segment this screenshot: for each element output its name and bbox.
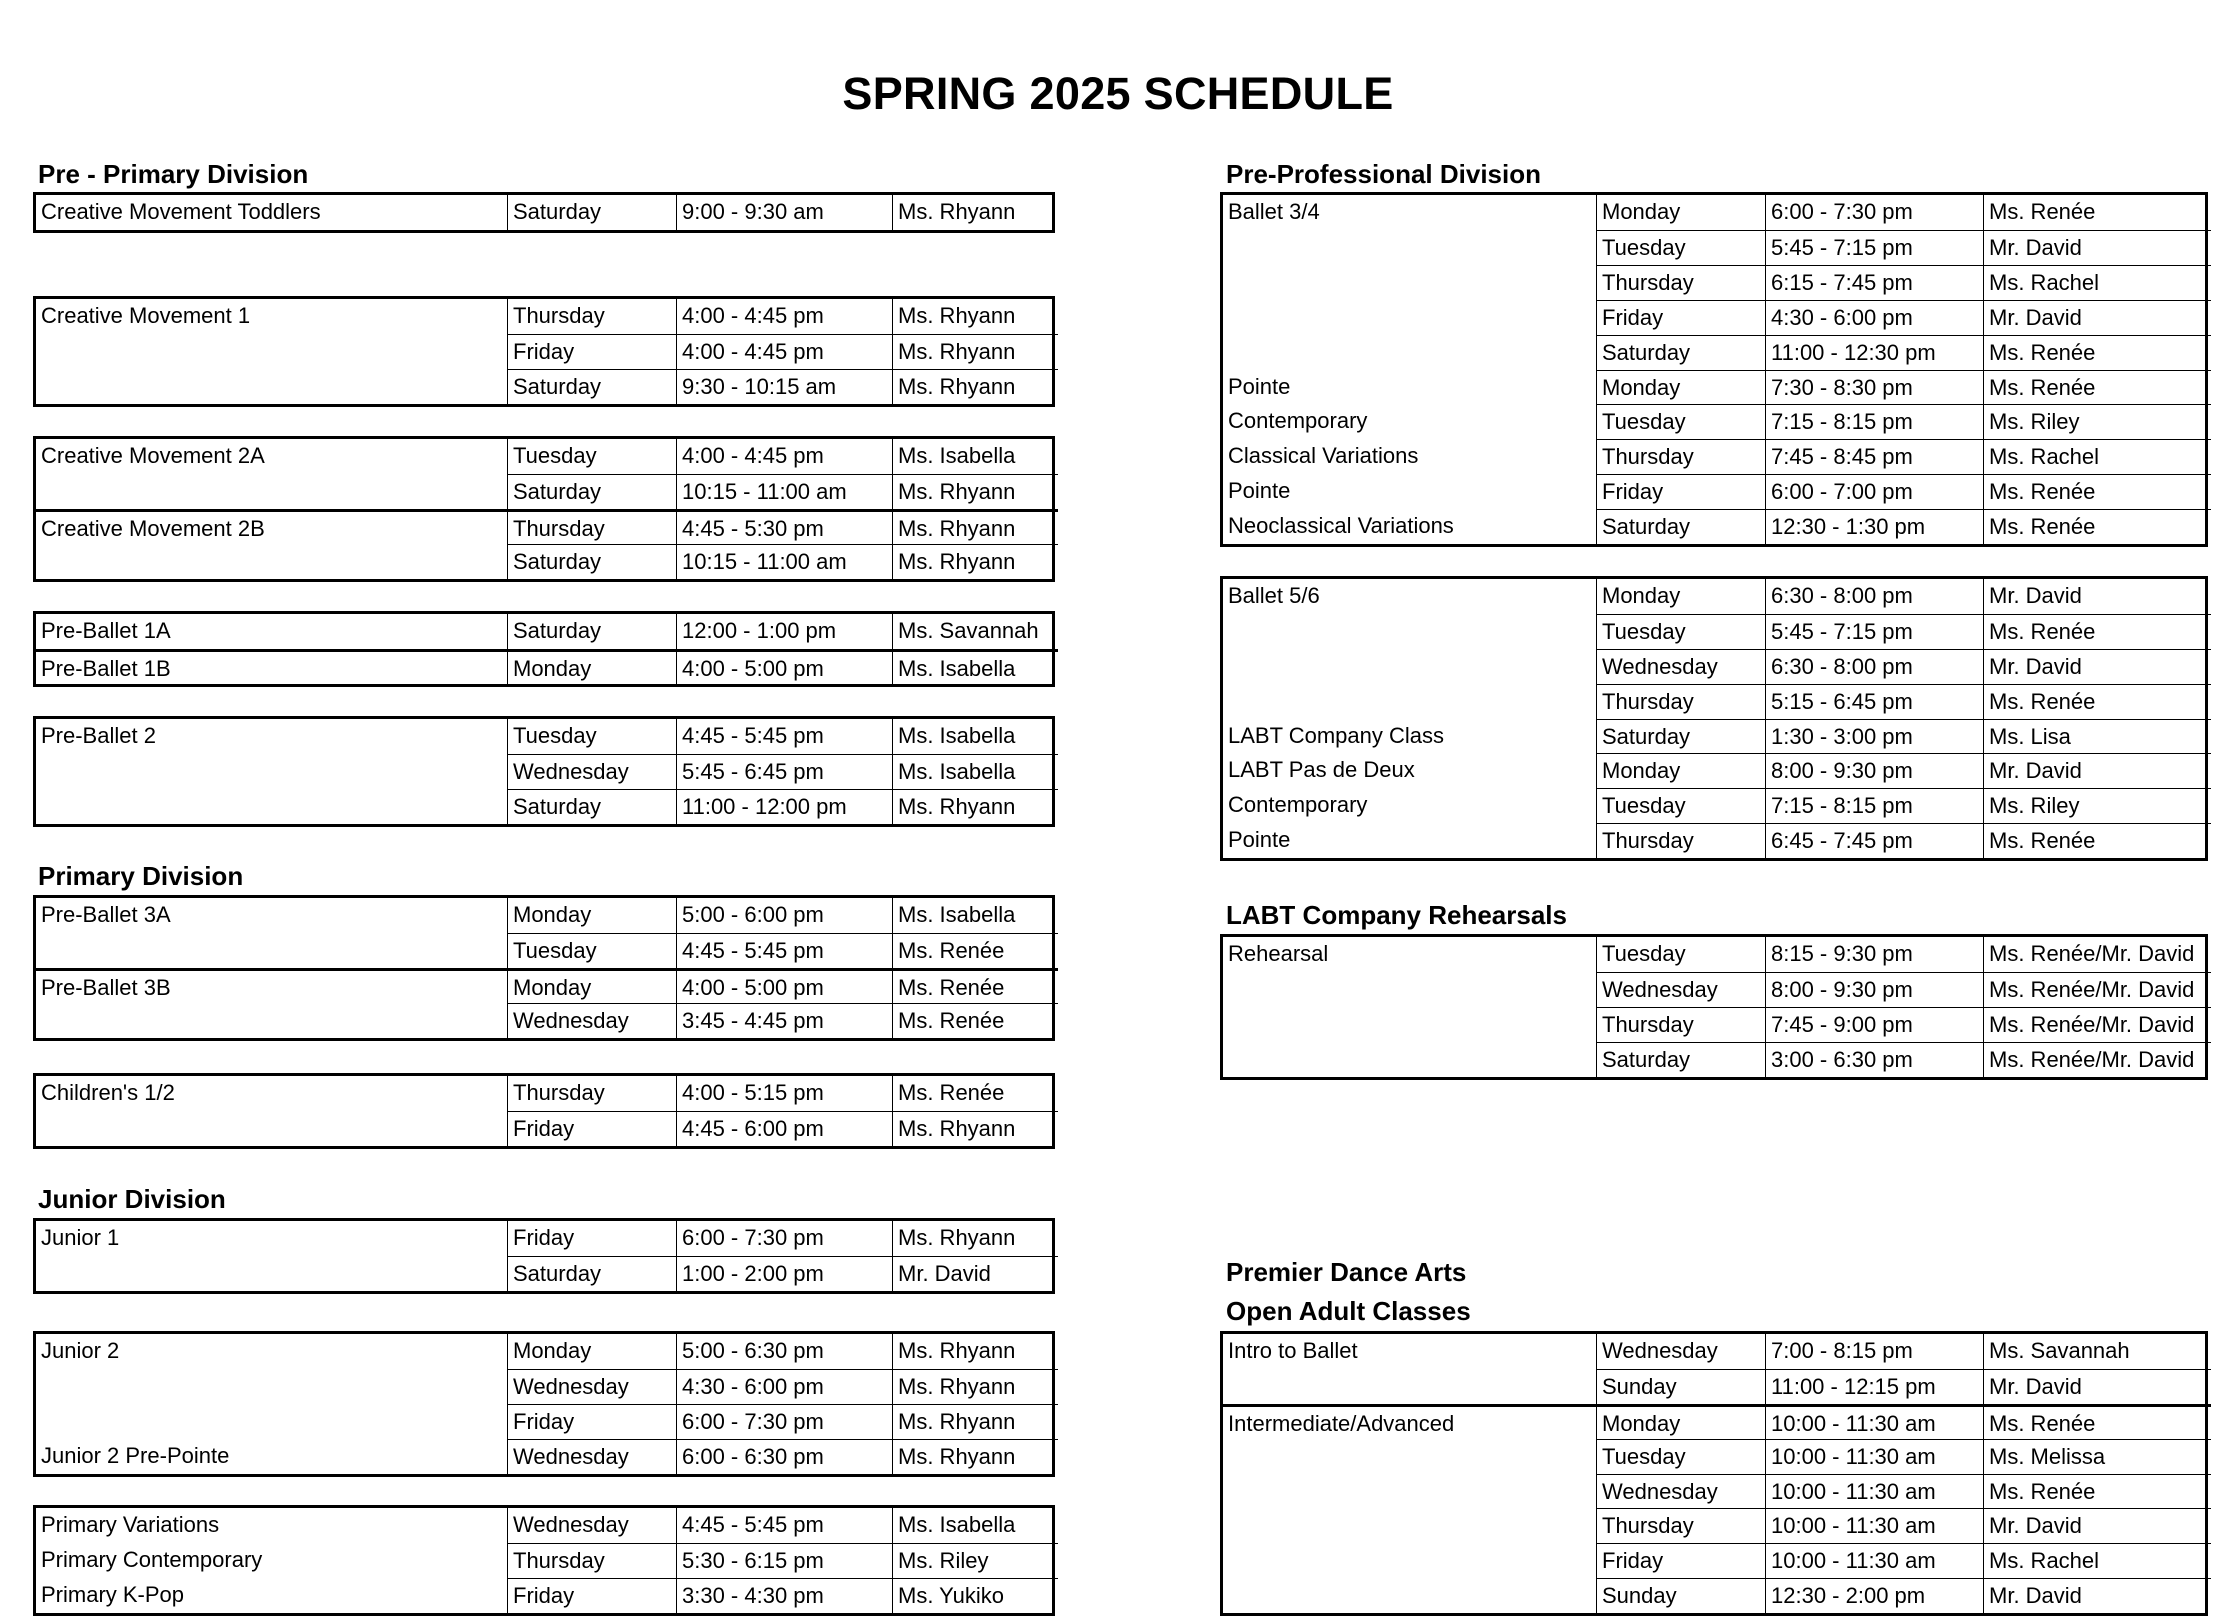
class-day: Wednesday xyxy=(508,1003,676,1038)
class-name: Pointe xyxy=(1223,823,1597,858)
class-teacher: Mr. David xyxy=(1983,753,2211,788)
class-time: 5:45 - 7:15 pm xyxy=(1765,230,1983,265)
class-name: Classical Variations xyxy=(1223,439,1597,474)
class-teacher: Ms. Renée xyxy=(1983,195,2211,230)
class-name: Creative Movement 2A xyxy=(36,439,508,474)
class-day: Monday xyxy=(1597,1404,1765,1439)
class-teacher: Ms. Isabella xyxy=(892,898,1058,933)
class-time: 5:15 - 6:45 pm xyxy=(1765,684,1983,719)
schedule-table xyxy=(33,1073,1055,1149)
class-teacher: Ms. Renée xyxy=(1983,1474,2211,1509)
class-name xyxy=(1223,1042,1597,1077)
class-time: 1:30 - 3:00 pm xyxy=(1765,719,1983,754)
class-name: LABT Company Class xyxy=(1223,719,1597,754)
class-time: 7:15 - 8:15 pm xyxy=(1765,788,1983,823)
class-day: Wednesday xyxy=(1597,972,1765,1007)
class-name xyxy=(36,1256,508,1291)
class-time: 9:00 - 9:30 am xyxy=(676,195,892,230)
class-time: 4:00 - 5:00 pm xyxy=(676,968,892,1003)
class-day: Wednesday xyxy=(1602,1338,1718,1363)
class-time: 10:15 - 11:00 am xyxy=(676,544,892,579)
class-day: Friday xyxy=(508,1111,676,1146)
schedule-table xyxy=(33,1331,1055,1477)
class-name xyxy=(1223,1474,1597,1509)
class-day: Tuesday xyxy=(1597,788,1765,823)
class-day: Thursday xyxy=(1597,265,1765,300)
class-name: Pre-Ballet 3A xyxy=(36,898,508,933)
class-time: 10:15 - 11:00 am xyxy=(676,474,892,509)
class-name xyxy=(1223,265,1597,300)
class-day: Sunday xyxy=(1597,1369,1765,1404)
class-time: 4:45 - 5:45 pm xyxy=(676,933,892,968)
schedule-table xyxy=(33,436,1055,582)
schedule-table xyxy=(33,1505,1055,1616)
class-name: Pre-Ballet 2 xyxy=(36,719,508,754)
class-time: 4:45 - 5:45 pm xyxy=(676,719,892,754)
class-time: 11:00 - 12:30 pm xyxy=(1765,335,1983,370)
class-teacher: Ms. Rhyann xyxy=(892,195,1058,230)
class-teacher: Mr. David xyxy=(1983,1508,2211,1543)
class-teacher: Ms. Renée/Mr. David xyxy=(1983,972,2211,1007)
class-teacher: Ms. Riley xyxy=(1983,788,2211,823)
class-name xyxy=(36,754,508,789)
class-time: 12:30 - 1:30 pm xyxy=(1765,509,1983,544)
class-name: Creative Movement Toddlers xyxy=(36,195,508,230)
class-teacher: Ms. Rhyann xyxy=(892,1369,1058,1404)
schedule-table xyxy=(33,296,1055,407)
class-teacher: Ms. Renée xyxy=(1983,823,2211,858)
class-name: Contemporary xyxy=(1223,404,1597,439)
class-time: 6:30 - 8:00 pm xyxy=(1765,579,1983,614)
class-day: Wednesday xyxy=(1597,1474,1765,1509)
class-teacher: Mr. David xyxy=(1983,1369,2211,1404)
class-day: Sunday xyxy=(1597,1578,1765,1613)
class-teacher: Ms. Renée/Mr. David xyxy=(1983,1042,2211,1077)
class-time: 6:00 - 7:00 pm xyxy=(1765,474,1983,509)
class-day: Tuesday xyxy=(1602,941,1686,966)
class-teacher: Ms. Lisa xyxy=(1983,719,2211,754)
class-name: Junior 2 xyxy=(36,1334,508,1369)
class-name xyxy=(1223,1369,1597,1404)
class-name: Pre-Ballet 3B xyxy=(36,968,508,1003)
class-name xyxy=(36,789,508,824)
class-teacher: Ms. Renée/Mr. David xyxy=(1983,1007,2211,1042)
class-teacher: Ms. Rhyann xyxy=(892,1221,1058,1256)
class-time: 6:45 - 7:45 pm xyxy=(1765,823,1983,858)
class-time: 5:00 - 6:30 pm xyxy=(676,1334,892,1369)
class-teacher: Ms. Rhyann xyxy=(892,509,1058,544)
class-name xyxy=(1223,1007,1597,1042)
class-teacher: Mr. David xyxy=(1983,300,2211,335)
schedule-table xyxy=(1220,1331,2208,1616)
class-teacher: Ms. Savannah xyxy=(892,614,1058,649)
class-day: Saturday xyxy=(513,618,602,643)
class-teacher: Ms. Rhyann xyxy=(892,299,1058,334)
class-name xyxy=(1223,1578,1597,1613)
section-heading-primary: Primary Division xyxy=(38,861,244,891)
section-heading-premier-heading: Premier Dance Arts xyxy=(1226,1257,1467,1287)
class-day: Saturday xyxy=(508,474,676,509)
class-day: Friday xyxy=(1597,1543,1765,1578)
class-time: 10:00 - 11:30 am xyxy=(1765,1474,1983,1509)
class-day: Tuesday xyxy=(1597,230,1765,265)
class-time: 4:00 - 5:15 pm xyxy=(676,1076,892,1111)
schedule-table xyxy=(33,895,1055,1041)
class-name: Junior 1 xyxy=(36,1221,508,1256)
schedule-table xyxy=(33,716,1055,827)
class-teacher: Mr. David xyxy=(1983,1578,2211,1613)
class-day: Saturday xyxy=(513,199,602,224)
class-day: Thursday xyxy=(1597,1508,1765,1543)
class-teacher: Ms. Isabella xyxy=(892,719,1058,754)
class-day: Thursday xyxy=(513,303,605,328)
class-name: Pre-Ballet 1B xyxy=(36,649,508,684)
schedule-table xyxy=(33,611,1055,687)
class-teacher: Ms. Isabella xyxy=(892,1508,1058,1543)
class-time: 4:00 - 5:00 pm xyxy=(676,649,892,684)
class-day: Monday xyxy=(508,649,676,684)
class-teacher: Ms. Renée xyxy=(892,1076,1058,1111)
class-teacher: Ms. Rachel xyxy=(1983,439,2211,474)
class-time: 12:00 - 1:00 pm xyxy=(676,614,892,649)
class-time: 7:15 - 8:15 pm xyxy=(1765,404,1983,439)
class-teacher: Mr. David xyxy=(1983,649,2211,684)
class-time: 7:45 - 9:00 pm xyxy=(1765,1007,1983,1042)
class-day: Monday xyxy=(1602,583,1681,608)
class-time: 10:00 - 11:30 am xyxy=(1765,1543,1983,1578)
class-name: Rehearsal xyxy=(1223,937,1597,972)
class-time: 10:00 - 11:30 am xyxy=(1765,1404,1983,1439)
class-time: 10:00 - 11:30 am xyxy=(1765,1508,1983,1543)
class-time: 12:30 - 2:00 pm xyxy=(1765,1578,1983,1613)
schedule-table xyxy=(33,1218,1055,1294)
class-teacher: Ms. Rachel xyxy=(1983,265,2211,300)
class-day: Wednesday xyxy=(1597,649,1765,684)
class-name: Pre-Ballet 1A xyxy=(36,614,508,649)
class-time: 4:45 - 5:45 pm xyxy=(676,1508,892,1543)
class-time: 6:00 - 6:30 pm xyxy=(676,1439,892,1474)
class-name: Pointe xyxy=(1223,370,1597,405)
class-name: Primary Contemporary xyxy=(36,1543,508,1578)
class-name xyxy=(1223,300,1597,335)
class-time: 10:00 - 11:30 am xyxy=(1765,1439,1983,1474)
class-teacher: Ms. Rhyann xyxy=(892,544,1058,579)
class-name xyxy=(1223,614,1597,649)
class-time: 4:45 - 5:30 pm xyxy=(676,509,892,544)
class-day: Friday xyxy=(513,1225,575,1250)
class-teacher: Ms. Renée xyxy=(1983,370,2211,405)
class-time: 5:00 - 6:00 pm xyxy=(676,898,892,933)
class-day: Friday xyxy=(1597,300,1765,335)
class-time: 5:45 - 6:45 pm xyxy=(676,754,892,789)
class-time: 6:15 - 7:45 pm xyxy=(1765,265,1983,300)
section-heading-pre-professional: Pre-Professional Division xyxy=(1226,159,1541,189)
class-day: Tuesday xyxy=(1597,614,1765,649)
class-day: Thursday xyxy=(1597,439,1765,474)
class-teacher: Ms. Isabella xyxy=(892,649,1058,684)
class-time: 8:00 - 9:30 pm xyxy=(1765,972,1983,1007)
class-day: Saturday xyxy=(1597,335,1765,370)
class-name xyxy=(1223,230,1597,265)
class-teacher: Ms. Melissa xyxy=(1983,1439,2211,1474)
class-name: Primary Variations xyxy=(36,1508,508,1543)
class-name xyxy=(1223,649,1597,684)
class-name xyxy=(36,1369,508,1404)
class-time: 6:00 - 7:30 pm xyxy=(1765,195,1983,230)
class-day: Saturday xyxy=(508,369,676,404)
class-teacher: Ms. Rhyann xyxy=(892,1404,1058,1439)
class-time: 7:45 - 8:45 pm xyxy=(1765,439,1983,474)
class-day: Monday xyxy=(1597,370,1765,405)
class-day: Monday xyxy=(513,902,592,927)
class-day: Thursday xyxy=(1597,684,1765,719)
class-day: Tuesday xyxy=(508,933,676,968)
class-name xyxy=(36,334,508,369)
class-name: Creative Movement 1 xyxy=(36,299,508,334)
section-heading-labt-rehearsals: LABT Company Rehearsals xyxy=(1226,900,1567,930)
class-day: Monday xyxy=(513,1338,592,1363)
class-day: Tuesday xyxy=(513,723,597,748)
class-teacher: Ms. Rhyann xyxy=(892,369,1058,404)
class-time: 6:30 - 8:00 pm xyxy=(1765,649,1983,684)
class-teacher: Ms. Renée xyxy=(1983,474,2211,509)
class-teacher: Ms. Yukiko xyxy=(892,1578,1058,1613)
class-day: Saturday xyxy=(1597,719,1765,754)
class-day: Monday xyxy=(1597,753,1765,788)
class-teacher: Ms. Rhyann xyxy=(892,1439,1058,1474)
class-teacher: Ms. Renée xyxy=(1983,684,2211,719)
class-teacher: Ms. Rhyann xyxy=(892,474,1058,509)
class-time: 5:45 - 7:15 pm xyxy=(1765,614,1983,649)
class-name xyxy=(36,544,508,579)
class-teacher: Ms. Renée xyxy=(1983,509,2211,544)
class-name: Intro to Ballet xyxy=(1223,1334,1597,1369)
class-time: 3:00 - 6:30 pm xyxy=(1765,1042,1983,1077)
class-name: Ballet 3/4 xyxy=(1223,195,1597,230)
class-name xyxy=(36,1111,508,1146)
section-heading-open-adult: Open Adult Classes xyxy=(1226,1296,1471,1326)
class-day: Thursday xyxy=(508,1543,676,1578)
class-name: Junior 2 Pre-Pointe xyxy=(36,1439,508,1474)
class-time: 6:00 - 7:30 pm xyxy=(676,1221,892,1256)
class-day: Tuesday xyxy=(513,443,597,468)
class-teacher: Ms. Riley xyxy=(1983,404,2211,439)
class-day: Saturday xyxy=(508,1256,676,1291)
class-teacher: Ms. Renée xyxy=(1983,614,2211,649)
class-name xyxy=(1223,1508,1597,1543)
class-name xyxy=(1223,684,1597,719)
class-name xyxy=(36,933,508,968)
class-teacher: Ms. Rhyann xyxy=(892,1334,1058,1369)
class-name xyxy=(1223,972,1597,1007)
class-time: 7:30 - 8:30 pm xyxy=(1765,370,1983,405)
class-name: Intermediate/Advanced xyxy=(1223,1404,1597,1439)
class-name: Ballet 5/6 xyxy=(1223,579,1597,614)
class-teacher: Ms. Isabella xyxy=(892,754,1058,789)
class-teacher: Ms. Renée/Mr. David xyxy=(1983,937,2211,972)
class-name xyxy=(36,369,508,404)
class-day: Wednesday xyxy=(508,1439,676,1474)
class-teacher: Mr. David xyxy=(892,1256,1058,1291)
class-day: Wednesday xyxy=(513,1512,629,1537)
class-teacher: Ms. Rhyann xyxy=(892,1111,1058,1146)
class-day: Friday xyxy=(1597,474,1765,509)
class-teacher: Ms. Renée xyxy=(1983,335,2211,370)
class-teacher: Mr. David xyxy=(1983,579,2211,614)
class-time: 8:00 - 9:30 pm xyxy=(1765,753,1983,788)
class-teacher: Ms. Rhyann xyxy=(892,789,1058,824)
class-name: Neoclassical Variations xyxy=(1223,509,1597,544)
class-name: Pointe xyxy=(1223,474,1597,509)
class-teacher: Ms. Renée xyxy=(892,968,1058,1003)
class-teacher: Ms. Renée xyxy=(892,1003,1058,1038)
section-heading-junior: Junior Division xyxy=(38,1184,226,1214)
class-time: 4:45 - 6:00 pm xyxy=(676,1111,892,1146)
class-teacher: Ms. Isabella xyxy=(892,439,1058,474)
class-time: 4:30 - 6:00 pm xyxy=(676,1369,892,1404)
class-day: Monday xyxy=(1602,199,1681,224)
class-day: Thursday xyxy=(1597,823,1765,858)
class-time: 9:30 - 10:15 am xyxy=(676,369,892,404)
class-time: 3:30 - 4:30 pm xyxy=(676,1578,892,1613)
class-day: Saturday xyxy=(1597,1042,1765,1077)
class-teacher: Ms. Rhyann xyxy=(892,334,1058,369)
class-name: LABT Pas de Deux xyxy=(1223,753,1597,788)
class-day: Friday xyxy=(508,1404,676,1439)
class-day: Saturday xyxy=(508,789,676,824)
page-title: SPRING 2025 SCHEDULE xyxy=(842,68,1394,119)
class-time: 8:15 - 9:30 pm xyxy=(1765,937,1983,972)
class-time: 7:00 - 8:15 pm xyxy=(1765,1334,1983,1369)
class-time: 11:00 - 12:00 pm xyxy=(676,789,892,824)
class-time: 5:30 - 6:15 pm xyxy=(676,1543,892,1578)
class-day: Saturday xyxy=(508,544,676,579)
class-teacher: Ms. Renée xyxy=(892,933,1058,968)
class-day: Thursday xyxy=(1597,1007,1765,1042)
class-day: Wednesday xyxy=(508,754,676,789)
class-time: 3:45 - 4:45 pm xyxy=(676,1003,892,1038)
class-time: 1:00 - 2:00 pm xyxy=(676,1256,892,1291)
class-time: 11:00 - 12:15 pm xyxy=(1765,1369,1983,1404)
class-time: 4:00 - 4:45 pm xyxy=(676,439,892,474)
class-day: Thursday xyxy=(513,1080,605,1105)
class-name xyxy=(36,1404,508,1439)
class-time: 6:00 - 7:30 pm xyxy=(676,1404,892,1439)
class-day: Monday xyxy=(508,968,676,1003)
class-day: Saturday xyxy=(1597,509,1765,544)
class-day: Wednesday xyxy=(508,1369,676,1404)
class-day: Tuesday xyxy=(1597,404,1765,439)
class-name: Primary K-Pop xyxy=(36,1578,508,1613)
class-day: Tuesday xyxy=(1597,1439,1765,1474)
class-name xyxy=(1223,1439,1597,1474)
class-day: Friday xyxy=(508,1578,676,1613)
schedule-table xyxy=(1220,576,2208,861)
class-name: Contemporary xyxy=(1223,788,1597,823)
schedule-table xyxy=(1220,934,2208,1080)
class-time: 4:30 - 6:00 pm xyxy=(1765,300,1983,335)
class-name xyxy=(1223,1543,1597,1578)
class-day: Friday xyxy=(508,334,676,369)
class-time: 4:00 - 4:45 pm xyxy=(676,334,892,369)
class-teacher: Mr. David xyxy=(1983,230,2211,265)
class-teacher: Ms. Rachel xyxy=(1983,1543,2211,1578)
class-name: Children's 1/2 xyxy=(36,1076,508,1111)
schedule-table xyxy=(1220,192,2208,547)
class-teacher: Ms. Riley xyxy=(892,1543,1058,1578)
class-teacher: Ms. Savannah xyxy=(1983,1334,2211,1369)
class-name xyxy=(36,474,508,509)
class-name xyxy=(1223,335,1597,370)
class-name xyxy=(36,1003,508,1038)
class-day: Thursday xyxy=(508,509,676,544)
class-time: 4:00 - 4:45 pm xyxy=(676,299,892,334)
class-name: Creative Movement 2B xyxy=(36,509,508,544)
schedule-table xyxy=(33,192,1055,233)
section-heading-pre-primary: Pre - Primary Division xyxy=(38,159,309,189)
class-teacher: Ms. Renée xyxy=(1983,1404,2211,1439)
